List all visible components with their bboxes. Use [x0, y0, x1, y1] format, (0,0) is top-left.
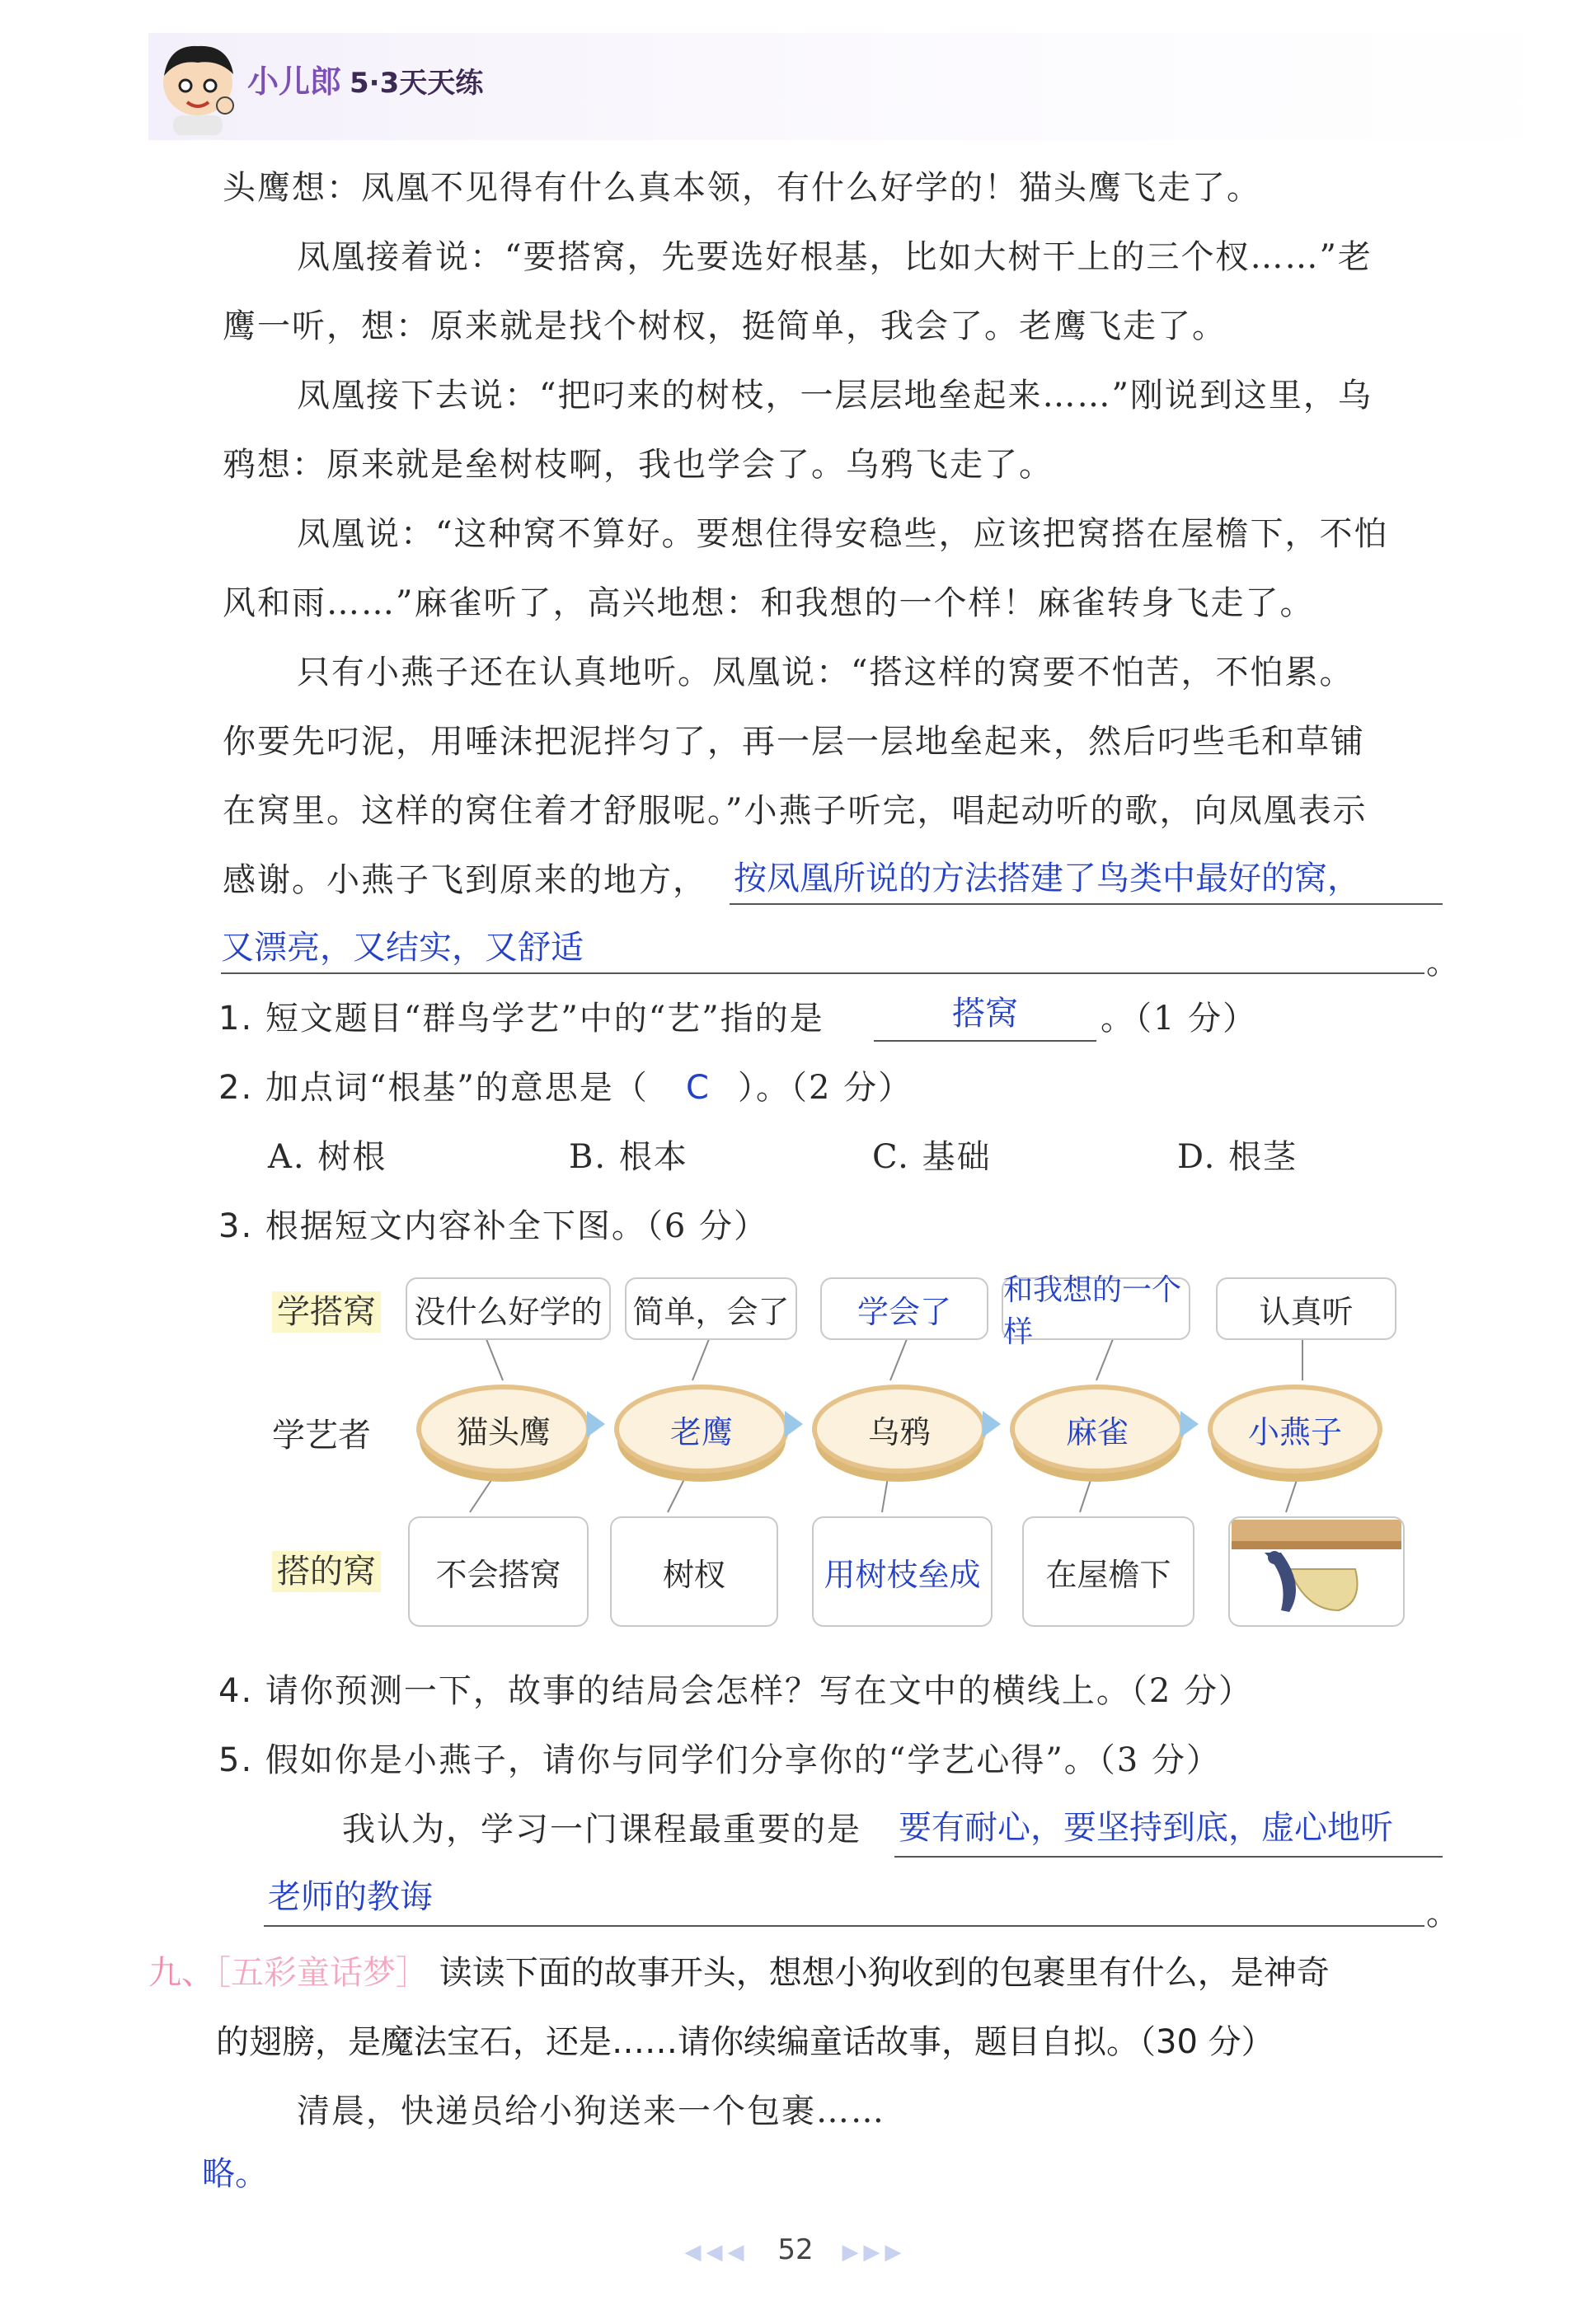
- answer-line: [730, 903, 1443, 905]
- story-line: 凤凰接下去说：“把叼来的树枝，一层层地垒起来……”刚说到这里，乌: [297, 377, 1373, 415]
- question-3: 3. 根据短文内容补全下图。（6 分）: [218, 1207, 769, 1245]
- section-9-line1: 读读下面的故事开头，想想小狗收到的包裹里有什么，是神奇: [439, 1954, 1330, 1992]
- option-b: B. 根本: [569, 1138, 688, 1176]
- arrow-right-icon: [587, 1411, 605, 1437]
- learn-box-1: 没什么好学的: [406, 1277, 611, 1340]
- brand-subtitle: 5·3天天练: [350, 67, 484, 100]
- row-label-learners: 学艺者: [272, 1417, 371, 1455]
- option-c: C. 基础: [872, 1138, 992, 1176]
- answer-line: [874, 1040, 1096, 1042]
- option-d: D. 根茎: [1177, 1138, 1298, 1176]
- answer-line: [894, 1856, 1443, 1858]
- section-number: 九、: [148, 1954, 214, 1992]
- period: 。: [1426, 1895, 1459, 1933]
- handwritten-ending-1: 按凤凰所说的方法搭建了鸟类中最好的窝，: [734, 860, 1360, 897]
- nest-box-4: 在屋檐下: [1022, 1516, 1194, 1627]
- question-5: 5. 假如你是小燕子，请你与同学们分享你的“学艺心得”。（3 分）: [218, 1741, 1221, 1779]
- story-start: 清晨，快递员给小狗送来一个包裹……: [297, 2092, 885, 2130]
- answer-line: [221, 972, 1424, 974]
- story-line: 头鹰想：凤凰不见得有什么真本领，有什么好学的！猫头鹰飞走了。: [223, 169, 1261, 207]
- mascot-boy-icon: [153, 40, 243, 137]
- bird-nest-4: 麻雀: [1010, 1385, 1185, 1474]
- arrow-right-icon: [1180, 1411, 1199, 1437]
- story-line: 你要先叼泥，用唾沫把泥拌匀了，再一层一层地垒起来，然后叼些毛和草铺: [223, 723, 1365, 761]
- story-line: 鹰一听，想：原来就是找个树杈，挺简单，我会了。老鹰飞走了。: [223, 307, 1227, 345]
- page-footer: [0, 2233, 1591, 2266]
- story-line: 风和雨……”麻雀听了，高兴地想：和我想的一个样！麻雀转身飞走了。: [223, 584, 1315, 622]
- section-9-line2: 的翅膀，是魔法宝石，还是……请你续编童话故事，题目自拟。（30 分）: [216, 2023, 1274, 2061]
- section-tag: ［五彩童话梦］: [214, 1954, 429, 1992]
- story-line: 只有小燕子还在认真地听。凤凰说：“搭这样的窝要不怕苦，不怕累。: [297, 654, 1354, 691]
- nest-box-3: 用树枝垒成: [812, 1516, 993, 1627]
- question-4: 4. 请你预测一下，故事的结局会怎样？写在文中的横线上。（2 分）: [218, 1672, 1254, 1710]
- answer-q5-2: 老师的教诲: [268, 1878, 433, 1916]
- triangles-left-icon: ◀◀◀: [684, 2240, 749, 2265]
- page-number: 52: [777, 2233, 814, 2266]
- bird-nest-2: 老鹰: [614, 1385, 789, 1474]
- question-1-score: 。（1 分）: [1101, 1000, 1258, 1038]
- answer-section-9: 略。: [202, 2155, 268, 2193]
- brand-name: 小儿郎: [247, 63, 342, 100]
- handwritten-ending-2: 又漂亮，又结实，又舒适: [221, 929, 584, 967]
- nest-box-2: 树杈: [610, 1516, 778, 1627]
- answer-q5-1: 要有耐心，要坚持到底，虚心地听: [899, 1809, 1393, 1847]
- answer-q2: C: [686, 1069, 709, 1107]
- arrow-right-icon: [983, 1411, 1001, 1437]
- story-line: 在窝里。这样的窝住着才舒服呢。”小燕子听完，唱起动听的歌，向凤凰表示: [223, 792, 1368, 830]
- learn-box-3: 学会了: [820, 1277, 988, 1340]
- triangles-right-icon: ▶▶▶: [842, 2240, 907, 2265]
- nest-box-5: [1228, 1516, 1405, 1627]
- question-2: 2. 加点词“根基”的意思是（: [218, 1069, 649, 1107]
- story-line: 凤凰说：“这种窝不算好。要想住得安稳些，应该把窝搭在屋檐下，不怕: [297, 515, 1389, 553]
- story-line: 感谢。小燕子飞到原来的地方，: [223, 861, 707, 899]
- section-9-heading: [148, 1938, 1330, 2008]
- bird-nest-1: 猫头鹰: [416, 1385, 591, 1474]
- learn-box-5: 认真听: [1216, 1277, 1396, 1340]
- nest-box-1: 不会搭窝: [408, 1516, 589, 1627]
- row-label-nests: 搭的窝: [272, 1545, 381, 1592]
- story-line: 凤凰接着说：“要搭窝，先要选好根基，比如大树干上的三个杈……”老: [297, 238, 1373, 276]
- period: 。: [1426, 944, 1459, 982]
- swallow-nest-icon: [1232, 1520, 1401, 1624]
- bird-nest-3: 乌鸦: [812, 1385, 987, 1474]
- learn-box-4: 和我想的一个样: [1002, 1277, 1190, 1340]
- q5-lead: 我认为，学习一门课程最重要的是: [342, 1811, 861, 1848]
- row-label-learn: 学搭窝: [272, 1286, 381, 1333]
- option-a: A. 树根: [268, 1138, 387, 1176]
- question-2-score: ）。（2 分）: [738, 1069, 913, 1107]
- question-1: 1. 短文题目“群鸟学艺”中的“艺”指的是: [218, 1000, 824, 1038]
- story-line: 鸦想：原来就是垒树枝啊，我也学会了。乌鸦飞走了。: [223, 446, 1054, 484]
- learn-box-2: 简单，会了: [625, 1277, 797, 1340]
- brand-title: [247, 56, 483, 101]
- answer-line: [264, 1925, 1424, 1927]
- bird-nest-5: 小燕子: [1208, 1385, 1382, 1474]
- answer-q1: 搭窝: [952, 995, 1018, 1033]
- arrow-right-icon: [785, 1411, 803, 1437]
